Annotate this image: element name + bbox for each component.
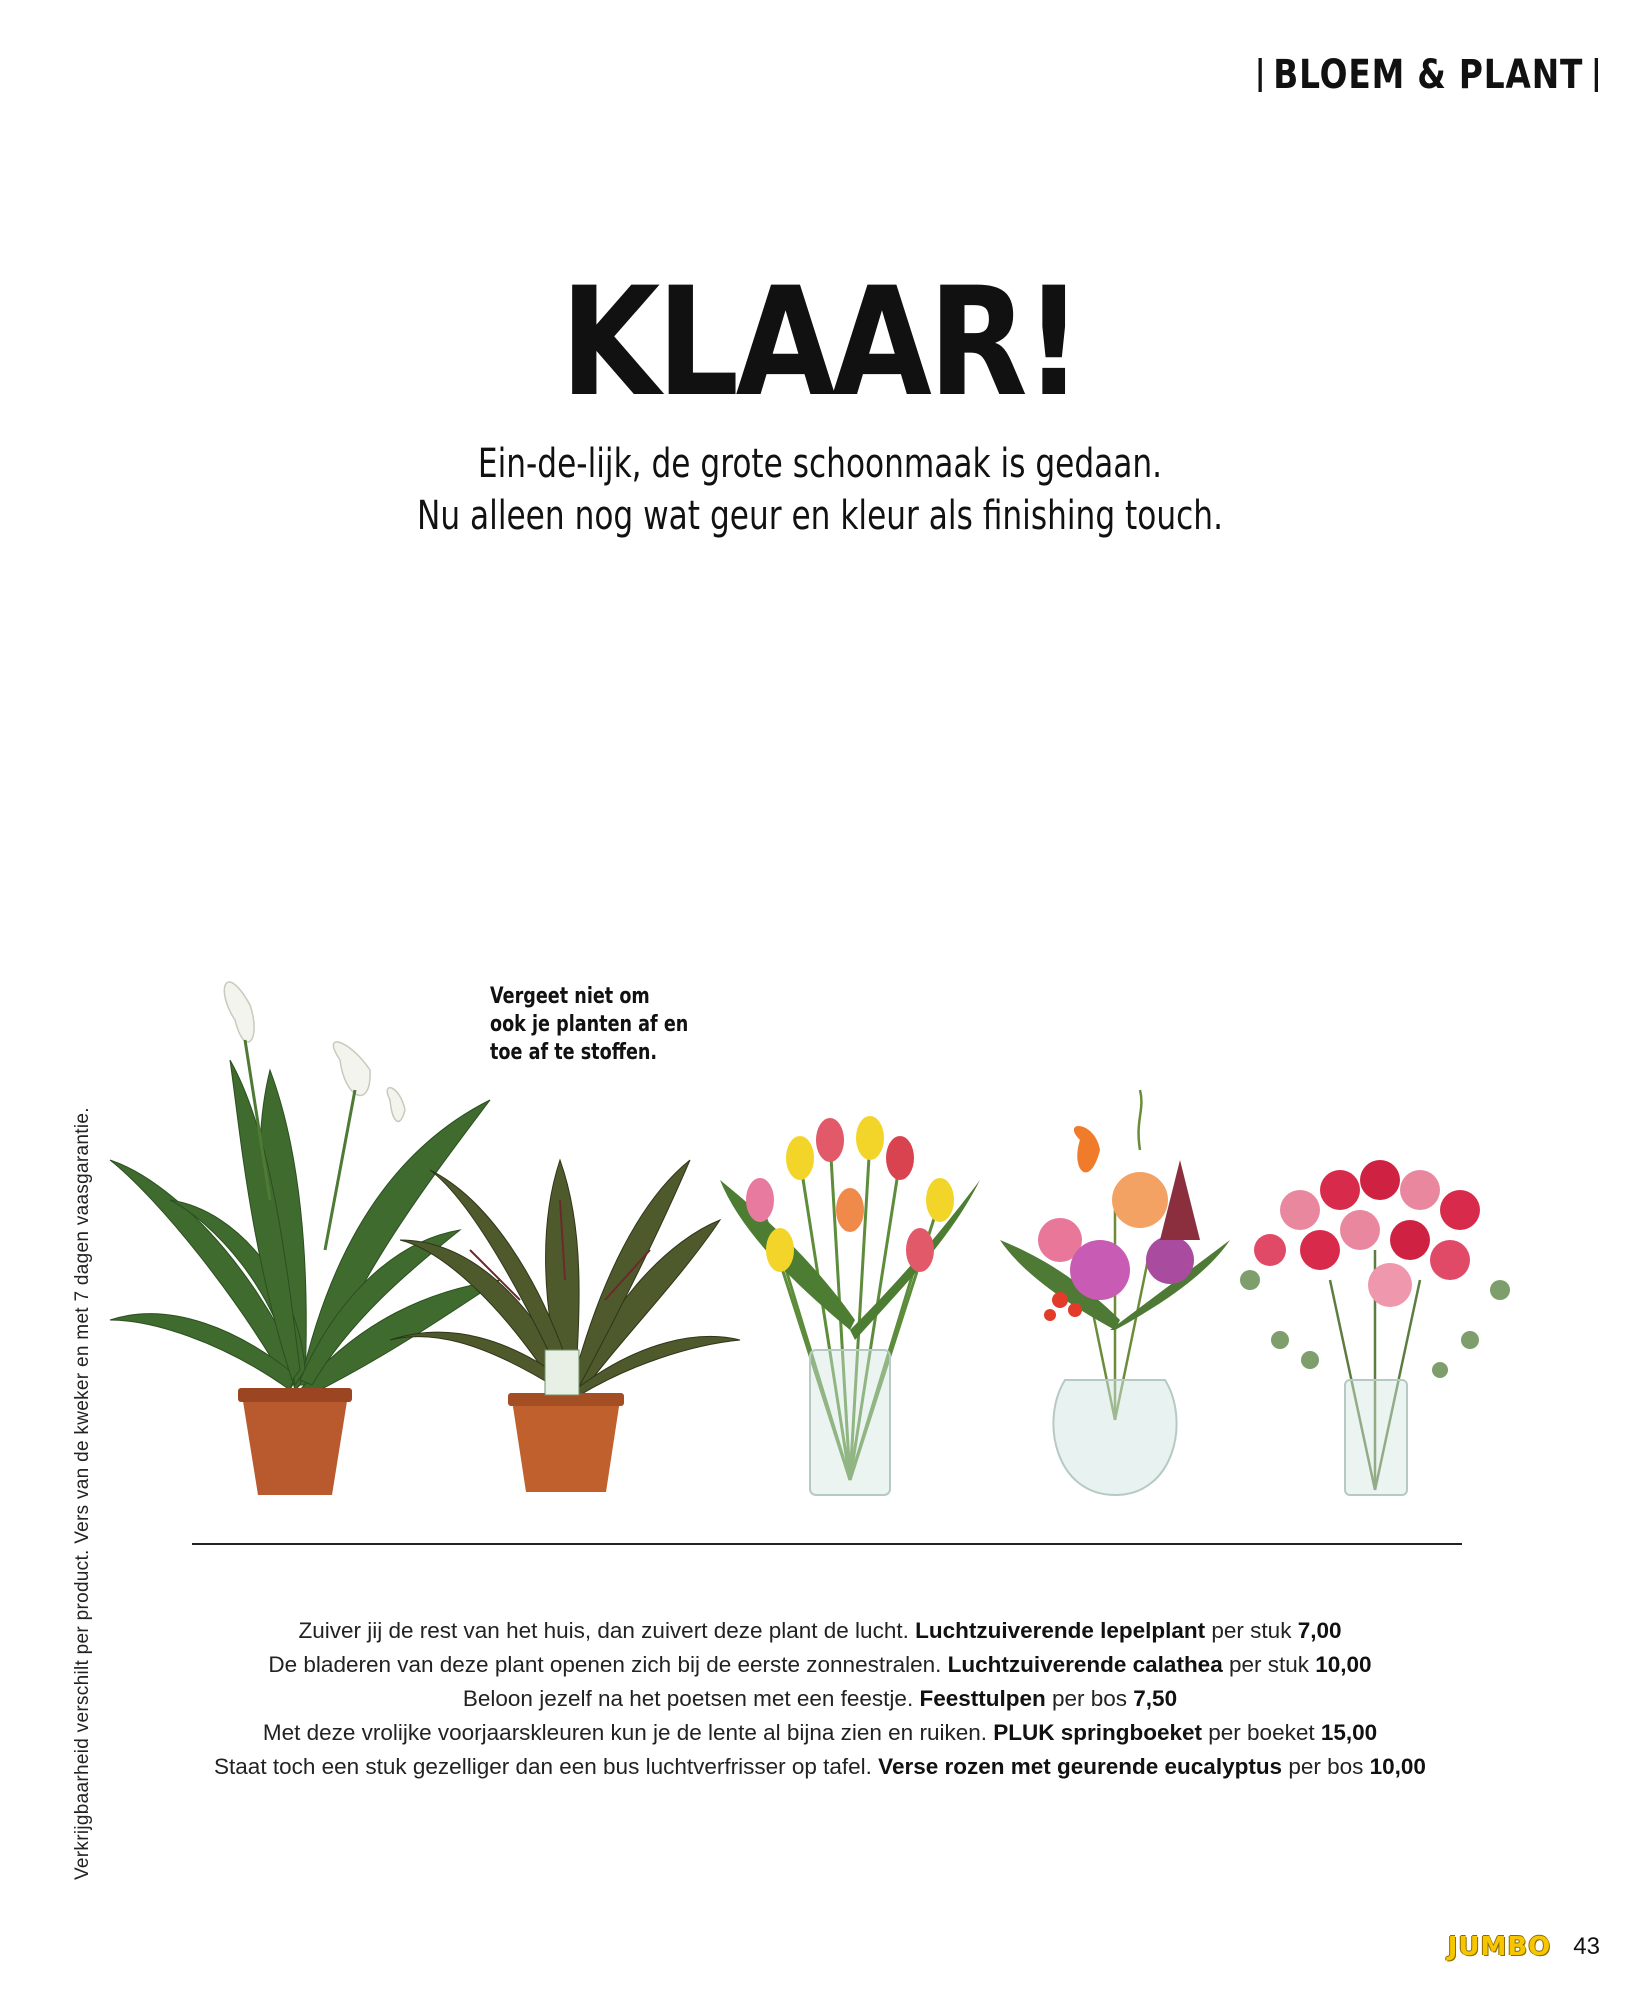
product-price: 10,00 [1369,1754,1426,1779]
product-unit: per boeket [1202,1720,1321,1745]
product-unit: per bos [1045,1686,1134,1711]
product-list [0,1614,1640,1784]
side-note [490,983,689,1067]
rozen-image [1240,1160,1510,1495]
intro-line-2: Nu alleen nog wat geur en kleur als finishing touch. [416,493,1223,539]
product-price: 10,00 [1315,1652,1372,1677]
product-description: De bladeren van deze plant openen zich bij de eerste zonnestralen. [268,1652,948,1677]
product-price: 7,00 [1297,1618,1342,1643]
product-name: Luchtzuiverende lepelplant [915,1618,1206,1643]
product-line [0,1750,1640,1784]
intro-line-1: Ein-de-lijk, de grote schoonmaak is gedaan. [477,441,1163,487]
lepelplant-image [110,982,500,1495]
product-price: 15,00 [1320,1720,1378,1745]
product-description: Met deze vrolijke voorjaarskleuren kun je de lente al bijna zien en ruiken. [262,1720,994,1745]
calathea-image [390,1160,740,1492]
product-unit: per stuk [1222,1652,1316,1677]
product-line [0,1614,1640,1648]
jumbo-logo: JUMBO [1447,1932,1552,1962]
tulpen-image [720,1116,980,1495]
product-description: Staat toch een stuk gezelliger dan een bus luchtverfrisser op tafel. [214,1754,879,1779]
product-description: Zuiver jij de rest van het huis, dan zuivert deze plant de lucht. [298,1618,916,1643]
product-line [0,1716,1640,1750]
product-name: Luchtzuiverende calathea [947,1652,1223,1677]
product-name: PLUK springboeket [993,1720,1203,1745]
product-unit: per bos [1282,1754,1370,1779]
product-price: 7,50 [1133,1686,1178,1711]
side-note-line-2: ook je planten af en [490,1012,689,1037]
product-name: Verse rozen met geurende eucalyptus [878,1754,1283,1779]
page-title: KLAAR! [560,256,1080,430]
product-unit: per stuk [1205,1618,1298,1643]
product-line [0,1682,1640,1716]
product-name: Feesttulpen [919,1686,1046,1711]
product-description: Beloon jezelf na het poetsen met een feestje. [462,1686,920,1711]
section-title: BLOEM & PLANT [1273,52,1584,98]
page-number: 43 [1573,1933,1600,1960]
divider-line [192,1543,1462,1545]
springboeket-image [1000,1090,1230,1495]
availability-note: Verkrijgbaarheid verschilt per product. Vers van de kweker en met 7 dagen vaasgarantie. [72,1107,93,1880]
side-note-line-1: Vergeet niet om [490,984,650,1009]
side-note-line-3: toe af te stoffen. [490,1040,658,1065]
product-line [0,1648,1640,1682]
page-footer [1448,1932,1600,1962]
